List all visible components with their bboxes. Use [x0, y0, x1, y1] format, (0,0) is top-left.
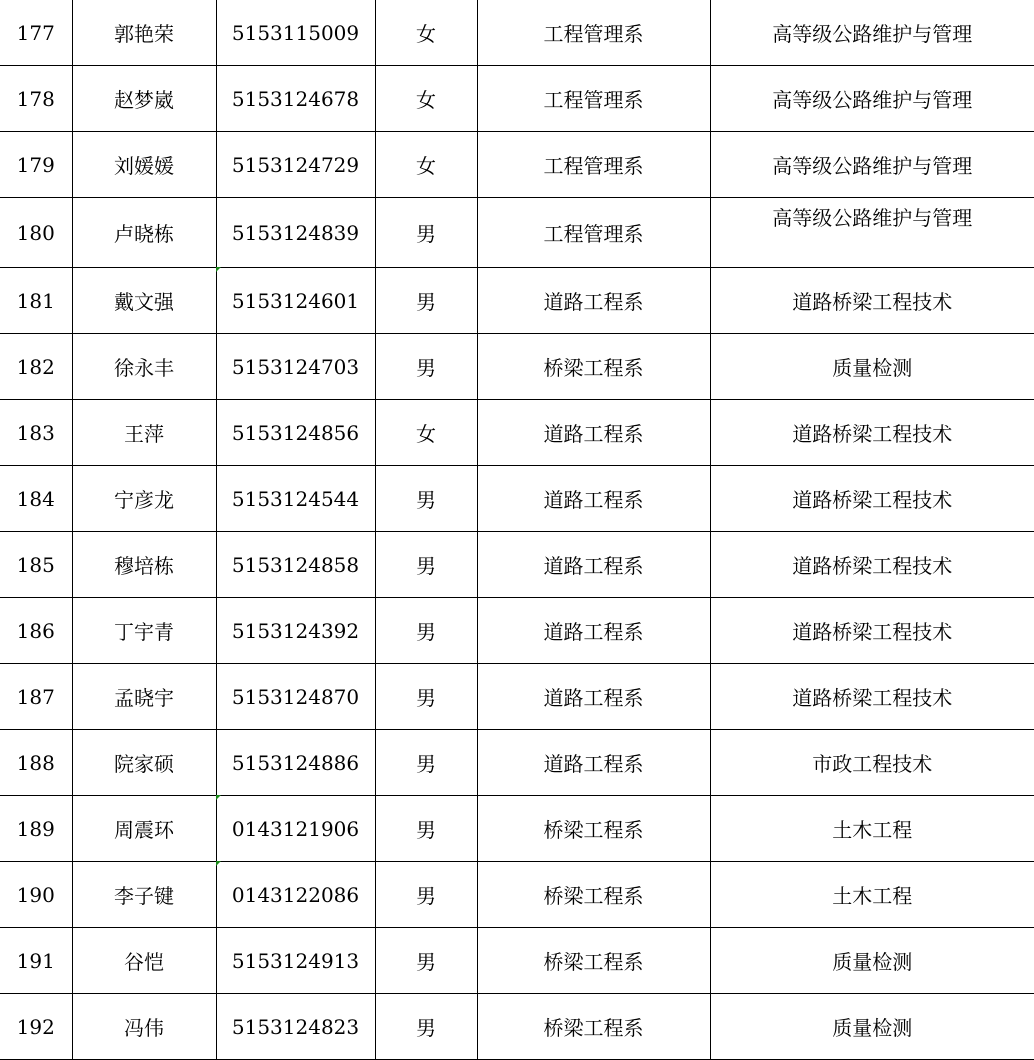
- department: 道路工程系: [477, 730, 710, 796]
- student-sex: 男: [375, 532, 477, 598]
- cell-comment-marker: [216, 267, 221, 272]
- department: 道路工程系: [477, 532, 710, 598]
- student-sex: 男: [375, 466, 477, 532]
- student-name: 徐永丰: [72, 334, 216, 400]
- major: 高等级公路维护与管理: [710, 66, 1034, 132]
- table-row: [0, 66, 1034, 132]
- table-row: [0, 198, 1034, 268]
- student-id: 5153124856: [216, 400, 375, 466]
- major: 土木工程: [710, 796, 1034, 862]
- student-name: 刘媛媛: [72, 132, 216, 198]
- table-row: [0, 466, 1034, 532]
- student-name: 冯伟: [72, 994, 216, 1060]
- major: 道路桥梁工程技术: [710, 532, 1034, 598]
- department: 桥梁工程系: [477, 862, 710, 928]
- major: 高等级公路维护与管理: [710, 198, 1034, 268]
- student-sex: 女: [375, 132, 477, 198]
- student-id: 5153124886: [216, 730, 375, 796]
- major: 土木工程: [710, 862, 1034, 928]
- row-number: 192: [0, 994, 72, 1060]
- student-id: 5153124823: [216, 994, 375, 1060]
- student-name: 谷恺: [72, 928, 216, 994]
- student-sex: 男: [375, 928, 477, 994]
- major: 质量检测: [710, 334, 1034, 400]
- student-sex: 男: [375, 994, 477, 1060]
- student-sex: 女: [375, 0, 477, 66]
- major: 高等级公路维护与管理: [710, 132, 1034, 198]
- student-id: 5153124839: [216, 198, 375, 268]
- student-name: 孟晓宇: [72, 664, 216, 730]
- student-sex: 男: [375, 664, 477, 730]
- student-id: 5153124703: [216, 334, 375, 400]
- row-number: 191: [0, 928, 72, 994]
- row-number: 182: [0, 334, 72, 400]
- student-sex: 女: [375, 400, 477, 466]
- student-id: 5153115009: [216, 0, 375, 66]
- row-number: 186: [0, 598, 72, 664]
- student-name: 院家硕: [72, 730, 216, 796]
- row-number: 177: [0, 0, 72, 66]
- department: 道路工程系: [477, 268, 710, 334]
- student-id: [216, 268, 375, 334]
- department: 道路工程系: [477, 400, 710, 466]
- row-number: 187: [0, 664, 72, 730]
- department: 道路工程系: [477, 598, 710, 664]
- department: 桥梁工程系: [477, 796, 710, 862]
- major: 道路桥梁工程技术: [710, 664, 1034, 730]
- student-name: 丁宇青: [72, 598, 216, 664]
- major: 道路桥梁工程技术: [710, 268, 1034, 334]
- department: 桥梁工程系: [477, 928, 710, 994]
- table-row: [0, 862, 1034, 928]
- row-number: 180: [0, 198, 72, 268]
- table-row: [0, 334, 1034, 400]
- student-name: 王萍: [72, 400, 216, 466]
- row-number: 185: [0, 532, 72, 598]
- student-id-text: 0143121906: [231, 816, 360, 841]
- student-name: 赵梦崴: [72, 66, 216, 132]
- student-id: 5153124858: [216, 532, 375, 598]
- table-row: [0, 400, 1034, 466]
- student-sex: 男: [375, 598, 477, 664]
- student-sex: 男: [375, 334, 477, 400]
- table-row: [0, 796, 1034, 862]
- row-number: 189: [0, 796, 72, 862]
- department: 工程管理系: [477, 0, 710, 66]
- student-sex: 男: [375, 730, 477, 796]
- student-id-text: 0143122086: [231, 882, 360, 907]
- student-name: 周震环: [72, 796, 216, 862]
- student-id-text: 5153124601: [231, 288, 360, 313]
- table-row: [0, 268, 1034, 334]
- department: 道路工程系: [477, 664, 710, 730]
- row-number: 190: [0, 862, 72, 928]
- row-number: 179: [0, 132, 72, 198]
- row-number: 178: [0, 66, 72, 132]
- row-number: 181: [0, 268, 72, 334]
- major: 道路桥梁工程技术: [710, 466, 1034, 532]
- student-sex: 男: [375, 862, 477, 928]
- table-row: [0, 132, 1034, 198]
- table-row: [0, 928, 1034, 994]
- student-name: 宁彦龙: [72, 466, 216, 532]
- department: 工程管理系: [477, 198, 710, 268]
- student-id: 5153124913: [216, 928, 375, 994]
- major: 质量检测: [710, 928, 1034, 994]
- student-sex: 女: [375, 66, 477, 132]
- major: 道路桥梁工程技术: [710, 400, 1034, 466]
- student-sex: 男: [375, 268, 477, 334]
- table-row: [0, 0, 1034, 66]
- major: 道路桥梁工程技术: [710, 598, 1034, 664]
- student-name: 李子键: [72, 862, 216, 928]
- cell-comment-marker: [216, 795, 221, 800]
- cell-comment-marker: [216, 861, 221, 866]
- table-row: [0, 730, 1034, 796]
- student-name: 戴文强: [72, 268, 216, 334]
- student-id: 5153124678: [216, 66, 375, 132]
- major: 市政工程技术: [710, 730, 1034, 796]
- department: 道路工程系: [477, 466, 710, 532]
- department: 工程管理系: [477, 132, 710, 198]
- row-number: 188: [0, 730, 72, 796]
- major: 质量检测: [710, 994, 1034, 1060]
- student-sex: 男: [375, 198, 477, 268]
- row-number: 183: [0, 400, 72, 466]
- student-id: 5153124392: [216, 598, 375, 664]
- student-id: 5153124544: [216, 466, 375, 532]
- row-number: 184: [0, 466, 72, 532]
- major: 高等级公路维护与管理: [710, 0, 1034, 66]
- table-row: [0, 598, 1034, 664]
- student-id: [216, 862, 375, 928]
- table-row: [0, 664, 1034, 730]
- table-row: [0, 994, 1034, 1060]
- table-row: [0, 532, 1034, 598]
- student-sex: 男: [375, 796, 477, 862]
- student-id: 5153124729: [216, 132, 375, 198]
- student-name: 郭艳荣: [72, 0, 216, 66]
- student-name: 穆培栋: [72, 532, 216, 598]
- department: 桥梁工程系: [477, 994, 710, 1060]
- department: 桥梁工程系: [477, 334, 710, 400]
- student-name: 卢晓栋: [72, 198, 216, 268]
- student-id: [216, 796, 375, 862]
- department: 工程管理系: [477, 66, 710, 132]
- student-id: 5153124870: [216, 664, 375, 730]
